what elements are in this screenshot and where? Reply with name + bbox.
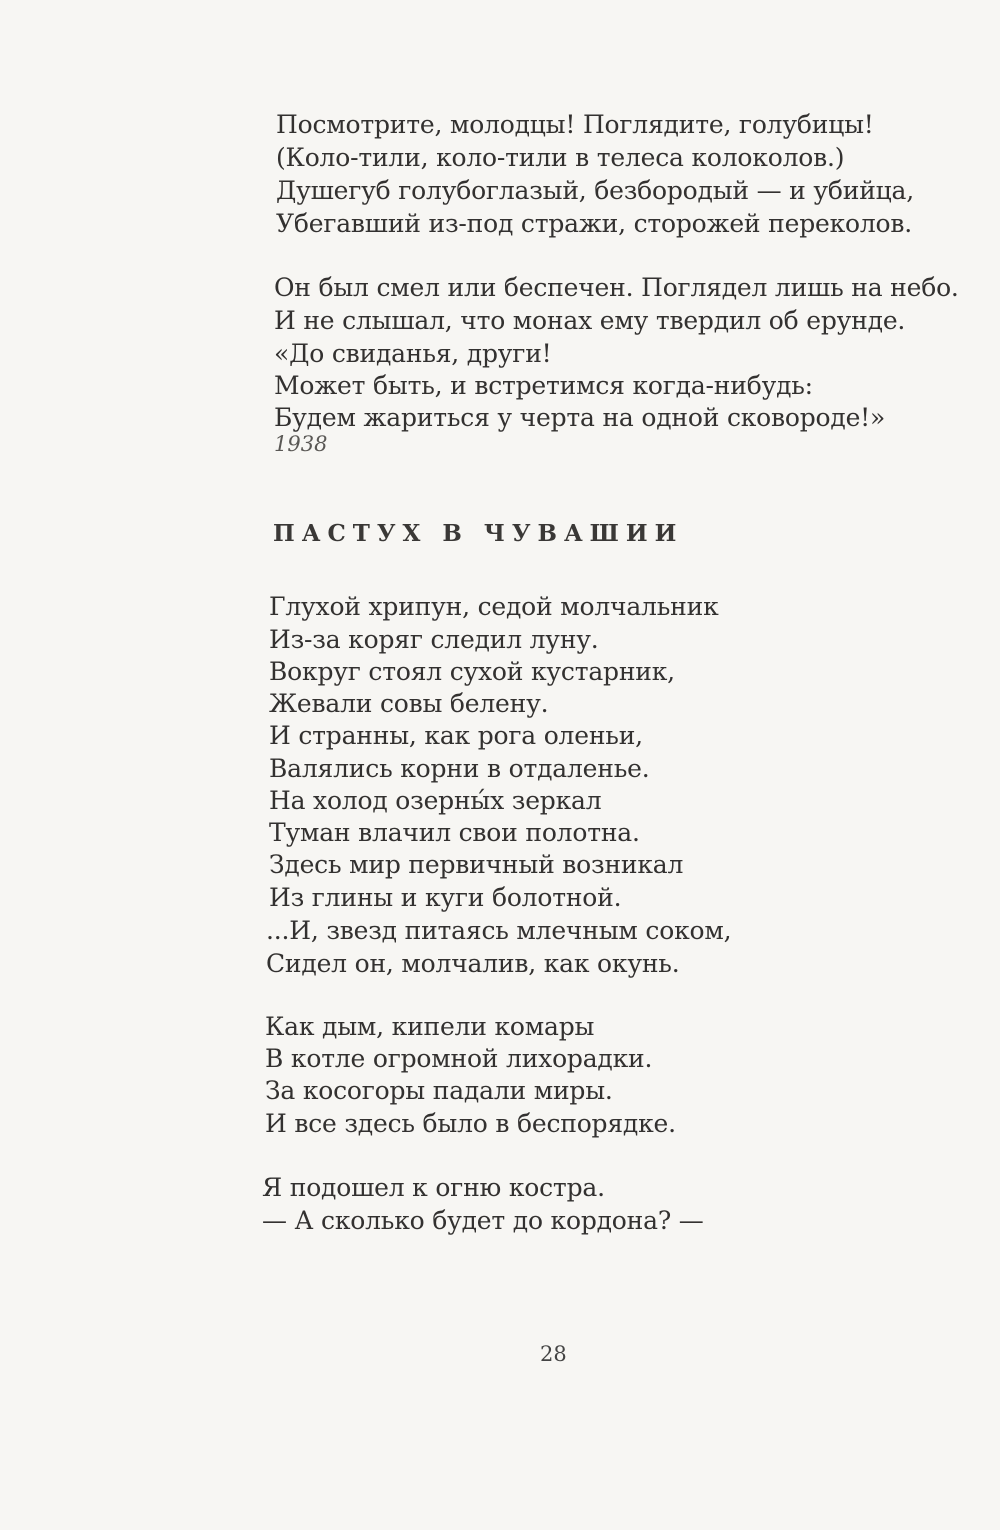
poem-title: ПАСТУХ В ЧУВАШИИ: [273, 520, 684, 547]
poem-line: Из глины и куги болотной.: [269, 883, 622, 912]
poem-line: Валялись корни в отдаленье.: [269, 754, 650, 783]
poem-line: Здесь мир первичный возникал: [269, 850, 684, 879]
poem-line: Из-за коряг следил луну.: [269, 625, 599, 654]
poem-line: Он был смел или беспечен. Поглядел лишь на небо.: [274, 273, 959, 302]
poem-line: Вокруг стоял сухой кустарник,: [269, 657, 675, 686]
poem-line: За косогоры падали миры.: [265, 1076, 613, 1105]
poem-line: Жевали совы белену.: [269, 689, 549, 718]
poem-line: (Коло-тили, коло-тили в телеса колоколов.): [276, 143, 845, 172]
poem-line: Как дым, кипели комары: [265, 1012, 595, 1041]
poem-line: И странны, как рога оленьи,: [269, 721, 643, 750]
poem-line: «До свиданья, други!: [274, 339, 552, 368]
poem-line: ...И, звезд питаясь млечным соком,: [266, 916, 732, 945]
poem-line: И все здесь было в беспорядке.: [265, 1109, 676, 1138]
poem-date: 1938: [274, 432, 328, 456]
poem-line: Убегавший из-под стражи, сторожей переколов.: [276, 209, 913, 238]
poem-line: Я подошел к огню костра.: [262, 1173, 605, 1202]
poem-line: Душегуб голубоглазый, безбородый — и убийца,: [276, 176, 915, 205]
poem-line: Сидел он, молчалив, как окунь.: [266, 949, 680, 978]
poem-line: Может быть, и встретимся когда-нибудь:: [274, 371, 813, 400]
page-number: 28: [540, 1342, 567, 1366]
poem-line: Глухой хрипун, седой молчальник: [269, 592, 719, 621]
poem-line: — А сколько будет до кордона? —: [262, 1206, 704, 1235]
poem-line: Будем жариться у черта на одной сковороде!»: [274, 403, 886, 432]
poem-line: Туман влачил свои полотна.: [269, 818, 640, 847]
poem-line: В котле огромной лихорадки.: [265, 1044, 653, 1073]
poem-line: На холод озерны́х зеркал: [269, 786, 602, 815]
poem-line: Посмотрите, молодцы! Поглядите, голубицы!: [276, 110, 874, 139]
poem-line: И не слышал, что монах ему твердил об ерунде.: [274, 306, 906, 335]
